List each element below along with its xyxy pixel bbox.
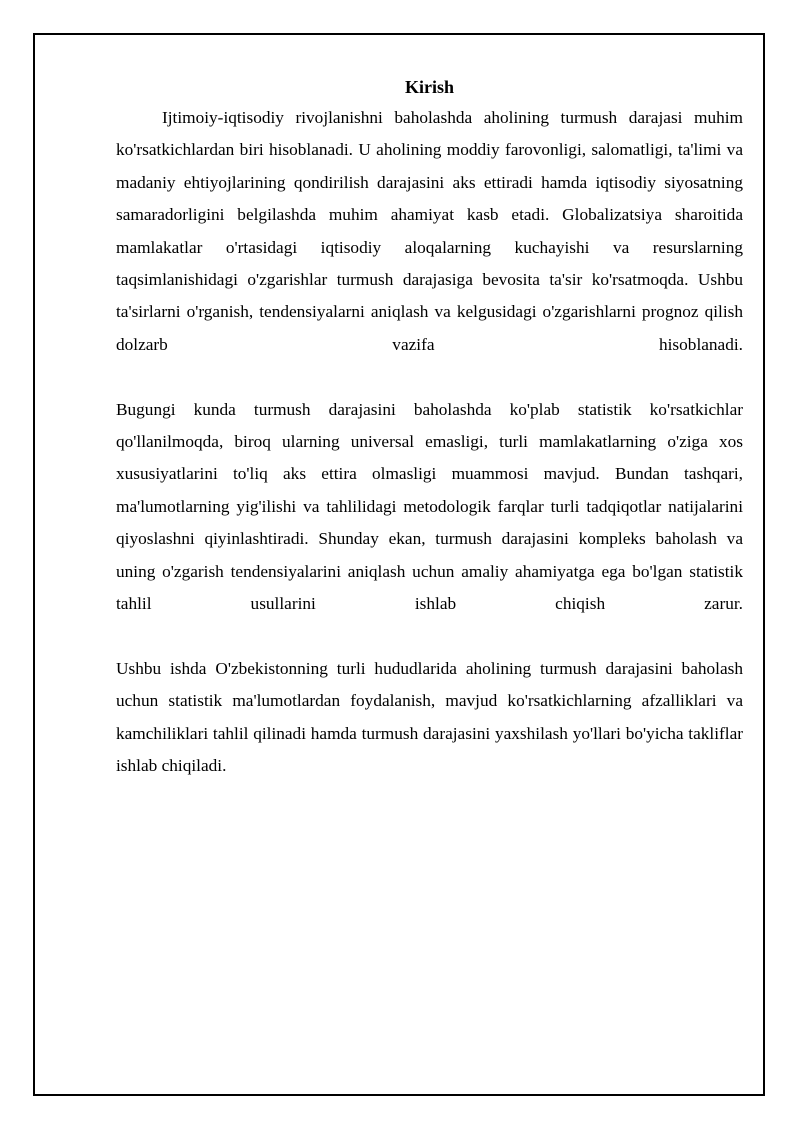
document-title: Kirish [404,77,454,97]
paragraph-gap [116,620,743,652]
document-body [116,72,743,783]
paragraph-1: Ijtimoiy-iqtisodiy rivojlanishni baholashda aholining turmush darajasi muhim ko'rsatkichlardan biri hisoblanadi. U aholining moddiy farovonligi, salomatligi, ta'limi va madaniy ehtiyojlarining qondirilish darajasini aks ettiradi hamda iqtisodiy siyosatning samaradorligini belgilashda muhim ahamiyat kasb etadi. Globalizatsiya sharoitida mamlakatlar o'rtasidagi iqtisodiy aloqalarning kuchayishi va resurslarning taqsimlanishidagi o'zgarishlar turmush darajasiga bevosita ta'sir ko'rsatmoqda. Ushbu ta'sirlarni o'rganish, tendensiyalarni aniqlash va kelgusidagi o'zgarishlarni prognoz qilish dolzarb vazifa hisoblanadi. [116,108,743,354]
paragraph-2: Bugungi kunda turmush darajasini baholashda ko'plab statistik ko'rsatkichlar qo'llanilmoqda, biroq ularning universal emasligi, turli mamlakatlarning o'ziga xos xususiyatlarini to'liq aks ettira olmasligi muammosi mavjud. Bundan tashqari, ma'lumotlarning yig'ilishi va tahlilidagi metodologik farqlar turli tadqiqotlar natijalarini qiyoslashni qiyinlashtiradi. Shunday ekan, turmush darajasini kompleks baholash va uning o'zgarish tendensiyalarini aniqlash uchun amaliy ahamiyatga ega bo'lgan statistik tahlil usullarini ishlab chiqish zarur. [116,399,743,614]
paragraph-gap [116,361,743,393]
paragraph-3: Ushbu ishda O'zbekistonning turli hududlarida aholining turmush darajasini baholash uchun statistik ma'lumotlardan foydalanish, mavjud ko'rsatkichlarning afzalliklari va kamchiliklari tahlil qilinadi hamda turmush darajasini yaxshilash yo'llari bo'yicha takliflar ishlab chiqiladi. [116,658,743,776]
